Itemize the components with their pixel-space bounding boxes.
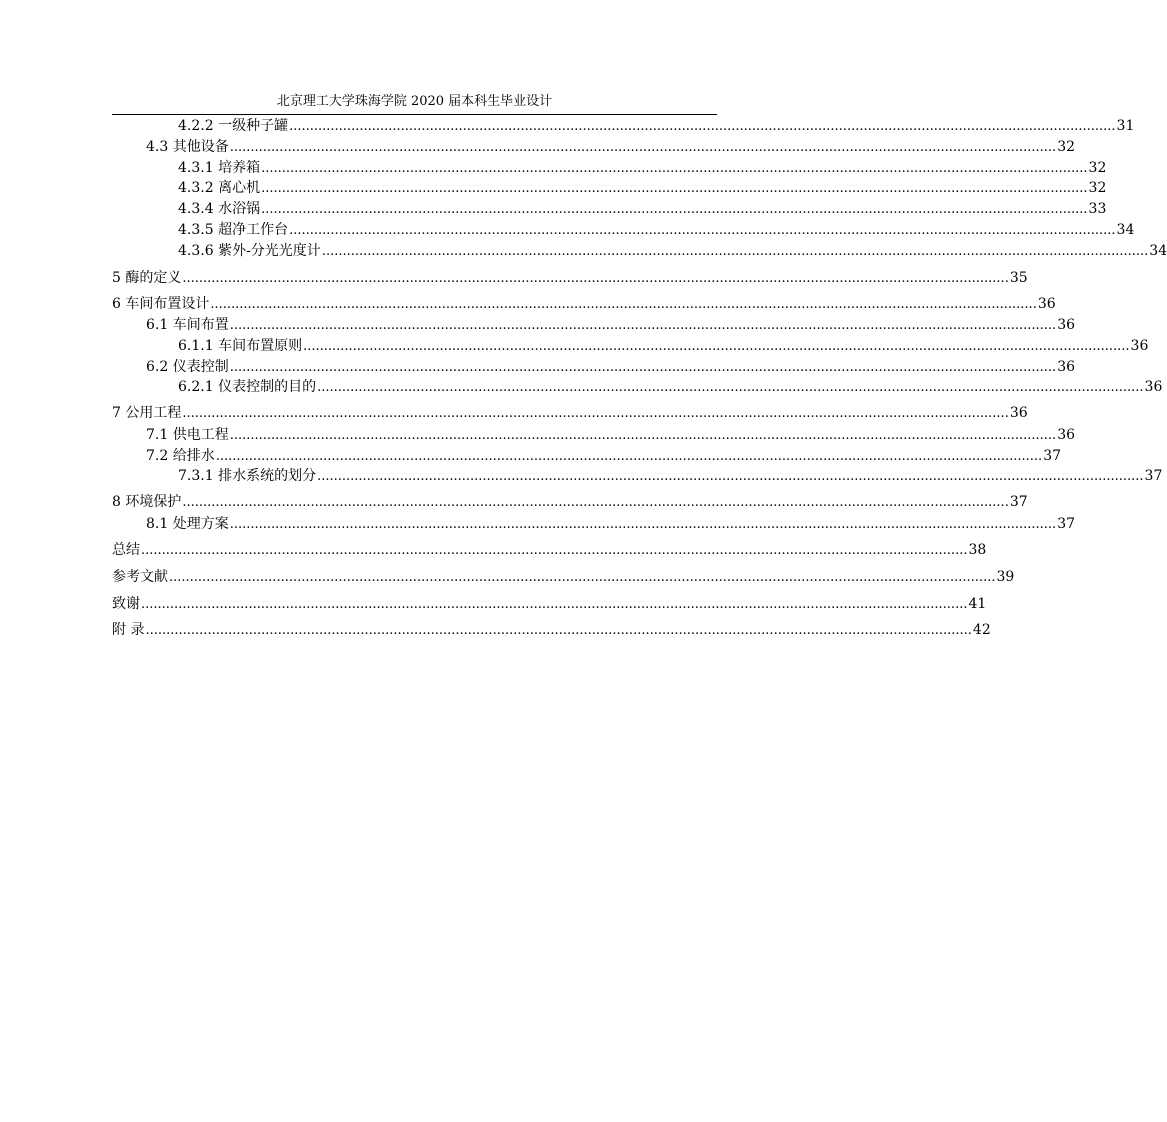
toc-leader-dots: ........................................................................................................................................................................................................ <box>261 161 1088 176</box>
toc-entry-page: 39 <box>996 569 1015 585</box>
toc-leader-dots: ........................................................................................................................................................................................................ <box>215 449 1043 464</box>
toc-entry-label: 4.3.5 超净工作台 <box>178 222 289 238</box>
toc-entry[interactable] <box>178 159 1107 178</box>
toc-entry[interactable] <box>178 221 1135 240</box>
toc-leader-dots: ........................................................................................................................................................................................................ <box>182 271 1009 286</box>
toc-entry-label: 6 车间布置设计 <box>112 296 210 312</box>
toc-entry-page: 32 <box>1088 160 1107 176</box>
toc-entry-label: 6.2 仪表控制 <box>146 359 229 375</box>
toc-entry-label: 4.2.2 一级种子罐 <box>178 118 289 134</box>
toc-entry-page: 36 <box>1057 427 1076 443</box>
toc-leader-dots: ........................................................................................................................................................................................................ <box>261 181 1088 196</box>
toc-leader-dots: ........................................................................................................................................................................................................ <box>229 318 1057 333</box>
toc-entry-label: 4.3.4 水浴锅 <box>178 201 261 217</box>
page-header: 北京理工大学珠海学院 2020 届本科生毕业设计 <box>276 94 553 109</box>
toc-entry[interactable] <box>112 269 1028 288</box>
toc-leader-dots: ........................................................................................................................................................................................................ <box>229 140 1057 155</box>
toc-entry[interactable] <box>178 467 1163 486</box>
toc-entry-page: 36 <box>1057 317 1076 333</box>
toc-entry-page: 36 <box>1057 359 1076 375</box>
toc-entry-label: 参考文献 <box>112 569 168 585</box>
toc-leader-dots: ........................................................................................................................................................................................................ <box>182 495 1009 510</box>
toc-entry[interactable] <box>178 117 1135 136</box>
toc-entry-label: 8.1 处理方案 <box>146 516 229 532</box>
toc-leader-dots: ........................................................................................................................................................................................................ <box>317 380 1144 395</box>
toc-leader-dots: ........................................................................................................................................................................................................ <box>289 223 1116 238</box>
toc-entry[interactable] <box>178 378 1163 397</box>
toc-leader-dots: ........................................................................................................................................................................................................ <box>141 597 968 612</box>
toc-entry[interactable] <box>178 200 1107 219</box>
toc-entry-page: 36 <box>1009 405 1028 421</box>
toc-entry-page: 34 <box>1149 243 1167 259</box>
toc-leader-dots: ........................................................................................................................................................................................................ <box>210 297 1037 312</box>
toc-entry-label: 8 环境保护 <box>112 494 182 510</box>
toc-entry-label: 7 公用工程 <box>112 405 182 421</box>
toc-entry-page: 36 <box>1130 338 1149 354</box>
toc-entry-page: 37 <box>1009 494 1028 510</box>
toc-entry[interactable] <box>146 426 1076 445</box>
toc-leader-dots: ........................................................................................................................................................................................................ <box>169 570 996 585</box>
toc-entry-label: 7.2 给排水 <box>146 448 215 464</box>
toc-entry[interactable] <box>178 242 1167 261</box>
toc-leader-dots: ........................................................................................................................................................................................................ <box>229 360 1057 375</box>
toc-leader-dots: ........................................................................................................................................................................................................ <box>261 202 1088 217</box>
toc-entry-page: 31 <box>1116 118 1135 134</box>
toc-entry-page: 38 <box>968 542 987 558</box>
toc-entry[interactable] <box>112 595 987 614</box>
toc-leader-dots: ........................................................................................................................................................................................................ <box>229 517 1057 532</box>
toc-leader-dots: ........................................................................................................................................................................................................ <box>303 339 1130 354</box>
toc-entry-page: 41 <box>968 596 987 612</box>
toc-entry-label: 致谢 <box>112 596 140 612</box>
toc-leader-dots: ........................................................................................................................................................................................................ <box>317 469 1144 484</box>
toc-entry[interactable] <box>146 447 1062 466</box>
toc-entry-label: 7.1 供电工程 <box>146 427 229 443</box>
toc-entry[interactable] <box>112 621 991 640</box>
toc-leader-dots: ........................................................................................................................................................................................................ <box>182 406 1009 421</box>
toc-entry-label: 总结 <box>112 542 140 558</box>
toc-entry-page: 36 <box>1144 379 1163 395</box>
toc-entry[interactable] <box>112 295 1056 314</box>
toc-entry-page: 37 <box>1144 468 1163 484</box>
toc-entry-label: 5 酶的定义 <box>112 270 182 286</box>
toc-entry-page: 37 <box>1043 448 1062 464</box>
header-rule <box>112 114 717 115</box>
toc-entry-label: 4.3.2 离心机 <box>178 180 261 196</box>
toc-entry[interactable] <box>112 493 1028 512</box>
toc-entry-label: 附 录 <box>112 622 145 638</box>
toc-entry-page: 32 <box>1088 180 1107 196</box>
toc-entry-label: 4.3 其他设备 <box>146 139 229 155</box>
toc-entry-label: 7.3.1 排水系统的划分 <box>178 468 317 484</box>
toc-entry-label: 4.3.1 培养箱 <box>178 160 261 176</box>
toc-entry[interactable] <box>146 316 1076 335</box>
toc-entry-label: 4.3.6 紫外-分光光度计 <box>178 243 321 259</box>
toc-entry[interactable] <box>112 568 1015 587</box>
toc-entry-label: 6.1 车间布置 <box>146 317 229 333</box>
toc-entry-page: 42 <box>972 622 991 638</box>
toc-leader-dots: ........................................................................................................................................................................................................ <box>141 543 968 558</box>
toc-entry-label: 6.1.1 车间布置原则 <box>178 338 303 354</box>
toc-entry[interactable] <box>146 358 1076 377</box>
toc-entry-page: 32 <box>1057 139 1076 155</box>
toc-entry[interactable] <box>146 515 1076 534</box>
toc-entry[interactable] <box>178 179 1107 198</box>
toc-entry[interactable] <box>112 404 1028 423</box>
toc-entry-page: 35 <box>1009 270 1028 286</box>
toc-leader-dots: ........................................................................................................................................................................................................ <box>229 428 1057 443</box>
toc-entry-page: 34 <box>1116 222 1135 238</box>
toc-entry-label: 6.2.1 仪表控制的目的 <box>178 379 317 395</box>
toc-leader-dots: ........................................................................................................................................................................................................ <box>145 623 972 638</box>
toc-entry[interactable] <box>112 541 987 560</box>
toc-leader-dots: ........................................................................................................................................................................................................ <box>289 119 1116 134</box>
toc-entry[interactable] <box>146 138 1076 157</box>
toc-leader-dots: ........................................................................................................................................................................................................ <box>321 244 1149 259</box>
toc-entry-page: 37 <box>1057 516 1076 532</box>
toc-entry[interactable] <box>178 337 1149 356</box>
toc-entry-page: 33 <box>1088 201 1107 217</box>
toc-entry-page: 36 <box>1037 296 1056 312</box>
